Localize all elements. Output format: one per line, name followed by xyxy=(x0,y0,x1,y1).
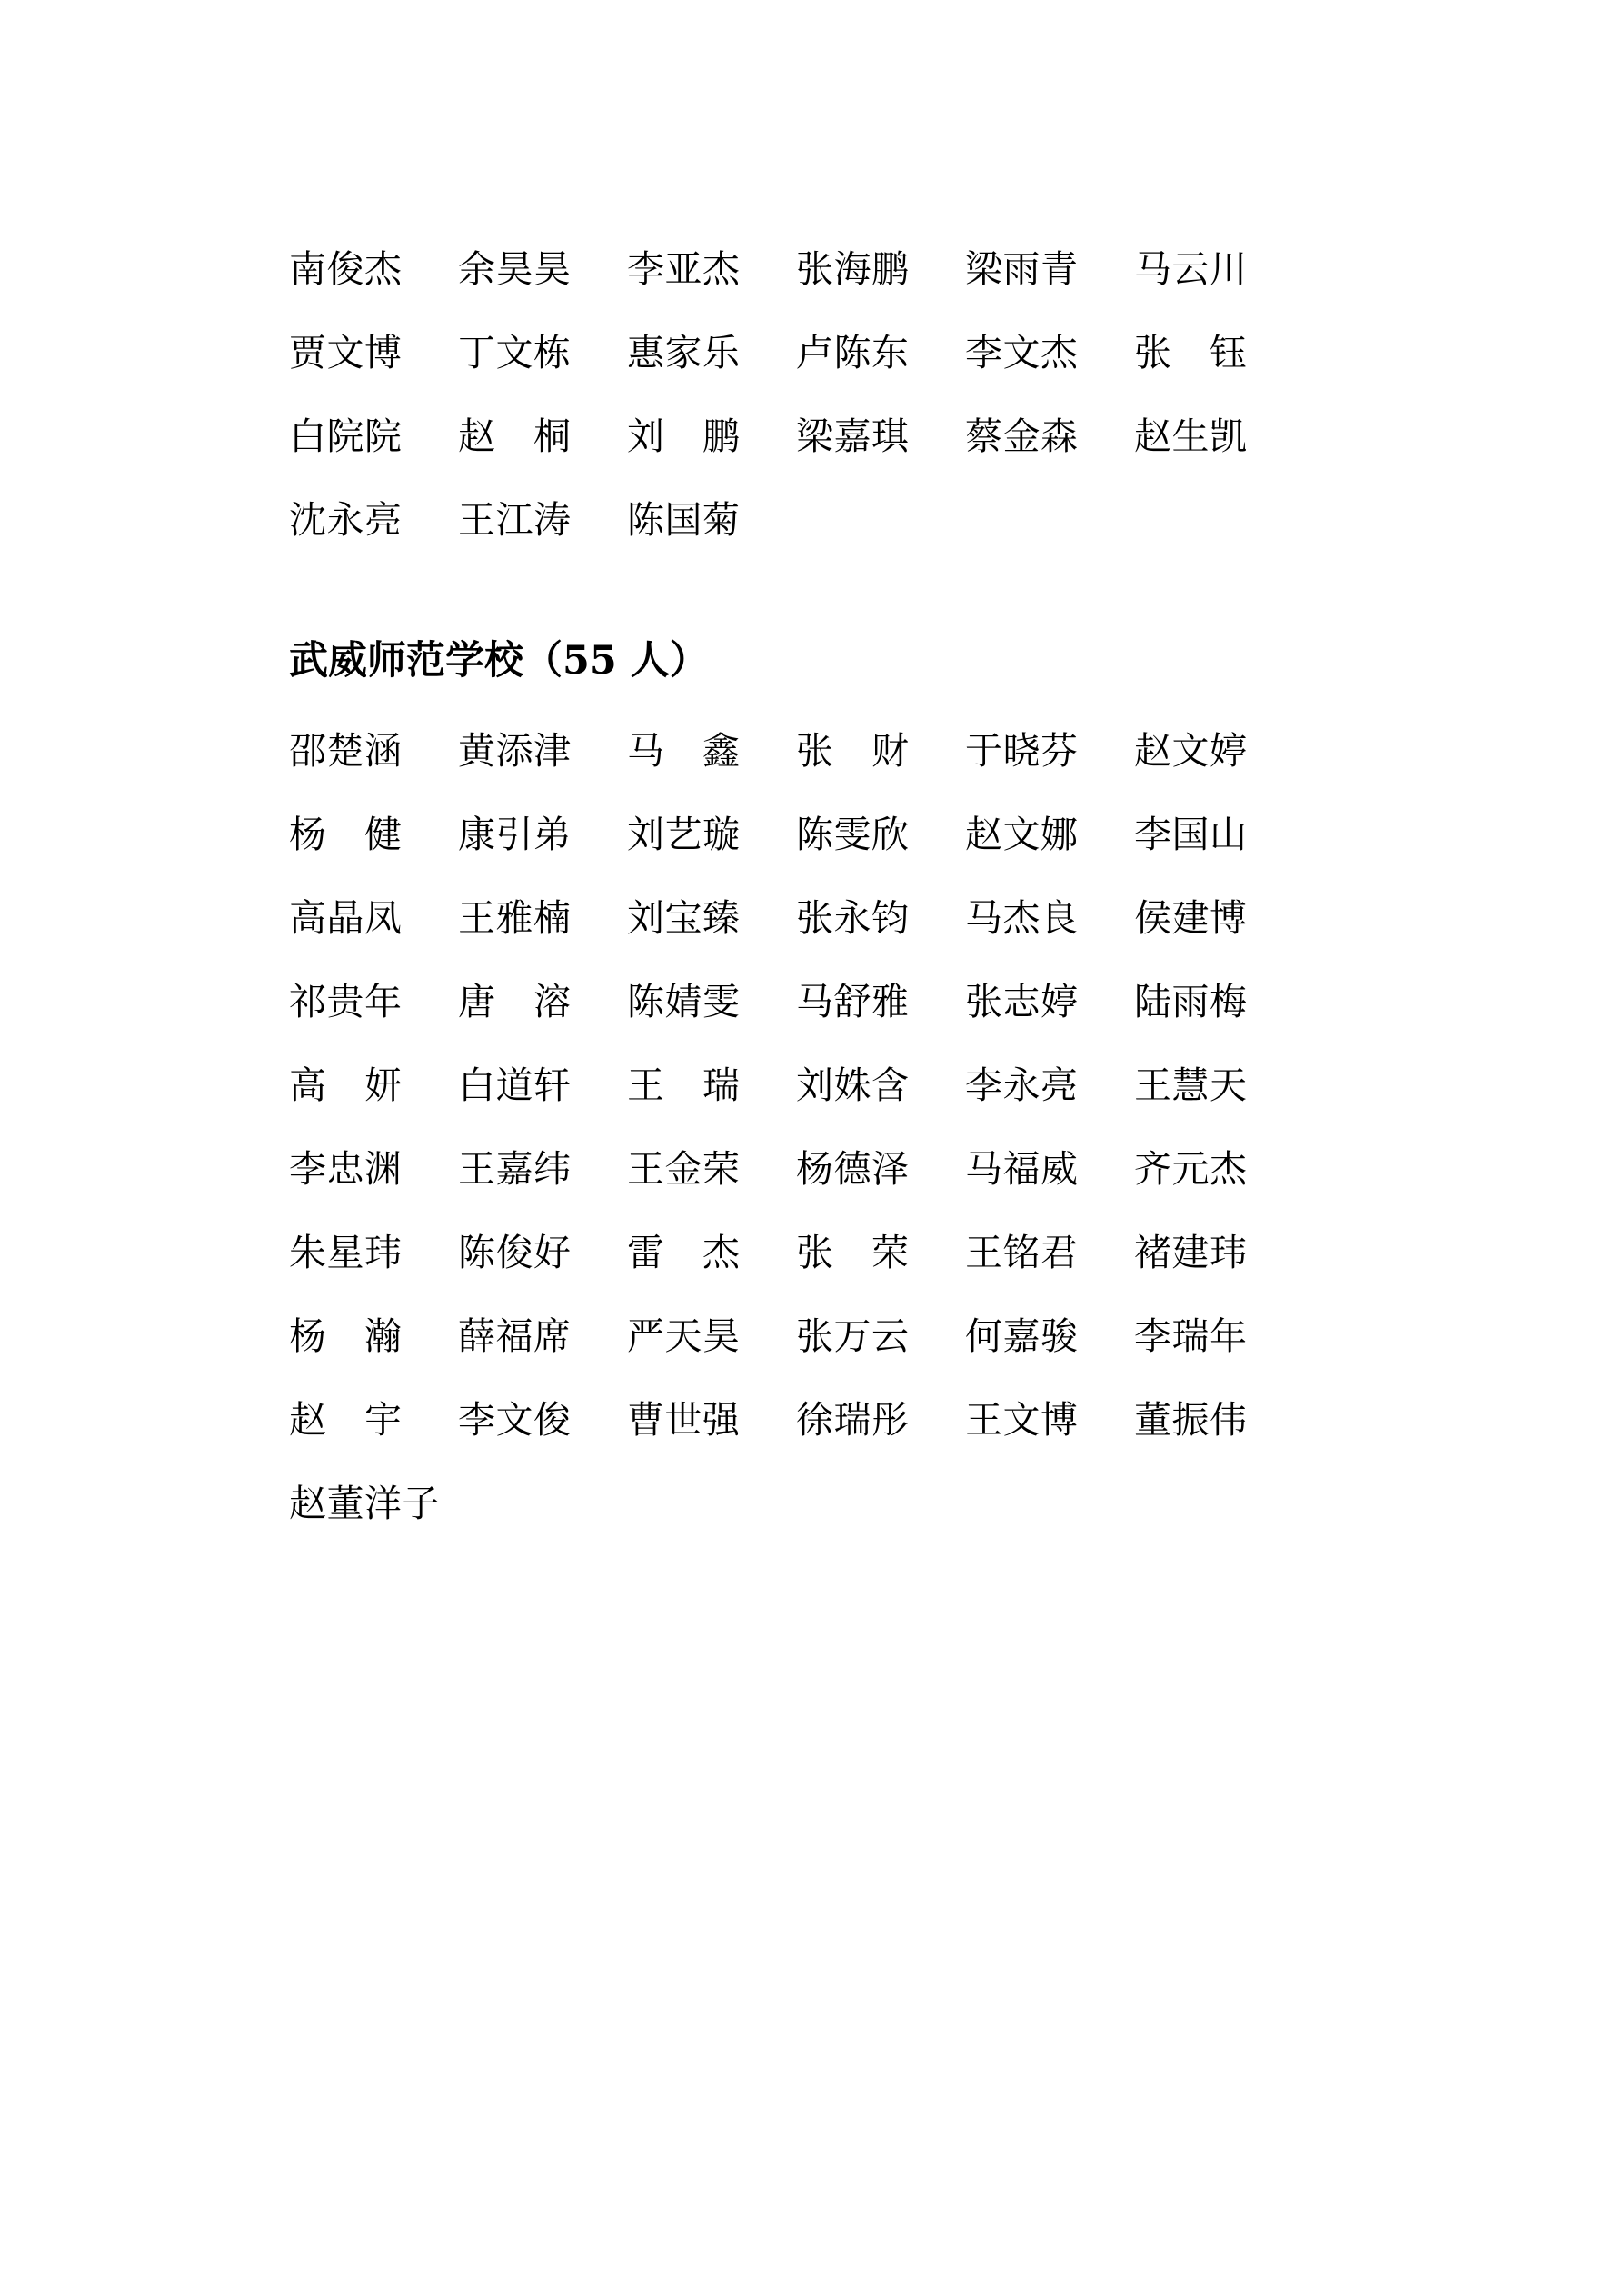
name-item: 张 钰 xyxy=(1134,331,1248,374)
page-title: 武威师范学校（55 人） xyxy=(289,638,709,684)
name-item: 李永亮 xyxy=(965,1063,1079,1107)
name-item: 李国山 xyxy=(1134,813,1248,856)
section-gap xyxy=(289,562,1359,638)
name-item: 梁雨青 xyxy=(965,247,1079,291)
name-item: 李文杰 xyxy=(965,331,1079,374)
name-item: 卢陈东 xyxy=(796,331,910,374)
name-item: 杨德泽 xyxy=(796,1147,910,1191)
name-item: 严天昊 xyxy=(627,1314,741,1358)
name-grid-section-2 xyxy=(289,709,1359,1545)
name-item: 马福威 xyxy=(965,1147,1079,1191)
name-item: 蔡金森 xyxy=(965,414,1079,458)
name-item: 曹世强 xyxy=(627,1398,741,1442)
name-item: 薛福席 xyxy=(458,1314,572,1358)
name-item: 刘艺璇 xyxy=(627,813,741,856)
name-item: 陈俊好 xyxy=(458,1231,572,1274)
name-item: 邵楚涵 xyxy=(289,729,403,773)
name-item: 惠家乐 xyxy=(627,331,741,374)
name-item: 李忠渊 xyxy=(289,1147,403,1191)
name-item: 杨 健 xyxy=(289,813,403,856)
name-item: 王 瑞 xyxy=(627,1063,741,1107)
name-item: 刘 鹏 xyxy=(627,414,741,458)
name-item: 赵 宇 xyxy=(289,1398,403,1442)
name-item: 赵文娜 xyxy=(965,813,1079,856)
name-item: 马 鑫 xyxy=(627,729,741,773)
name-grid-section-1 xyxy=(289,227,1359,562)
name-item: 赵董洋子 xyxy=(289,1482,440,1525)
name-item: 康引弟 xyxy=(458,813,572,856)
name-item: 王江涛 xyxy=(458,498,572,542)
name-item: 王文博 xyxy=(965,1398,1079,1442)
name-item: 梁嘉琪 xyxy=(796,414,910,458)
name-item: 赵 桐 xyxy=(458,414,572,458)
name-item: 何嘉骏 xyxy=(965,1314,1079,1358)
name-item: 张 财 xyxy=(796,729,910,773)
name-item: 南俊杰 xyxy=(289,247,403,291)
name-item: 沈永亮 xyxy=(289,498,403,542)
name-item: 雷 杰 xyxy=(627,1231,741,1274)
name-item: 唐 溶 xyxy=(458,980,572,1023)
name-item: 徐瑞彤 xyxy=(796,1398,910,1442)
name-item: 高晶凤 xyxy=(289,896,403,940)
name-item: 陈婧雯 xyxy=(627,980,741,1023)
name-item: 李亚杰 xyxy=(627,247,741,291)
name-item: 于晓芬 xyxy=(965,729,1079,773)
name-item: 马杰良 xyxy=(965,896,1079,940)
name-item: 陈国菊 xyxy=(627,498,741,542)
name-item: 杨 瀚 xyxy=(289,1314,403,1358)
name-item: 王嘉纬 xyxy=(458,1147,572,1191)
name-item: 祁贵年 xyxy=(289,980,403,1023)
name-item: 侯建博 xyxy=(1134,896,1248,940)
name-item: 丁文栋 xyxy=(458,331,572,374)
name-item: 赵文婷 xyxy=(1134,729,1248,773)
name-item: 白道轩 xyxy=(458,1063,572,1107)
section-heading-block xyxy=(289,638,1359,709)
name-item: 褚建玮 xyxy=(1134,1231,1248,1274)
name-item: 黄添津 xyxy=(458,729,572,773)
name-item: 张志婷 xyxy=(965,980,1079,1023)
name-item: 张海鹏 xyxy=(796,247,910,291)
name-item: 高 妍 xyxy=(289,1063,403,1107)
name-item: 马云川 xyxy=(1134,247,1248,291)
name-item: 齐元杰 xyxy=(1134,1147,1248,1191)
name-item: 王雅楠 xyxy=(458,896,572,940)
name-item: 白院院 xyxy=(289,414,403,458)
name-item: 刘宝臻 xyxy=(627,896,741,940)
name-item: 李文俊 xyxy=(458,1398,572,1442)
name-item: 朱星玮 xyxy=(289,1231,403,1274)
name-item: 赵生凯 xyxy=(1134,414,1248,458)
name-item: 王金荣 xyxy=(627,1147,741,1191)
name-item: 王慧天 xyxy=(1134,1063,1248,1107)
name-item: 陈雯欣 xyxy=(796,813,910,856)
name-item: 马舒雅 xyxy=(796,980,910,1023)
name-item: 张万云 xyxy=(796,1314,910,1358)
name-item: 余昊昊 xyxy=(458,247,572,291)
name-item: 张永钧 xyxy=(796,896,910,940)
name-item: 李瑞年 xyxy=(1134,1314,1248,1358)
name-item: 王铭君 xyxy=(965,1231,1079,1274)
name-item: 刘姝含 xyxy=(796,1063,910,1107)
name-item: 贾文博 xyxy=(289,331,403,374)
name-item: 张 荣 xyxy=(796,1231,910,1274)
name-item: 陆雨梅 xyxy=(1134,980,1248,1023)
name-item: 董振伟 xyxy=(1134,1398,1248,1442)
